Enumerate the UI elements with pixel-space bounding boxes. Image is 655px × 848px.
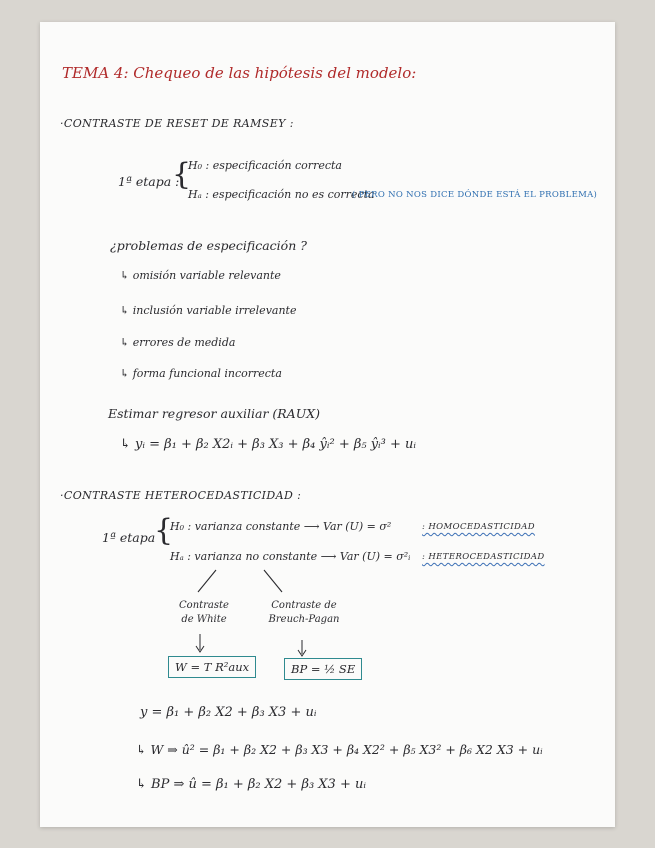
reset-ha: Hₐ : especificación no es correcta — [188, 188, 375, 201]
reset-heading: ·CONTRASTE DE RESET DE RAMSEY : — [60, 117, 294, 130]
reset-note: ( PERO NO NOS DICE DÓNDE ESTÁ EL PROBLEMA) — [352, 190, 598, 200]
hetero-stage-label: 1ª etapa — [102, 530, 156, 545]
branch-lines — [40, 22, 615, 827]
reset-brace: { — [172, 157, 192, 192]
base-equation: y = β₁ + β₂ X2 + β₃ X3 + uᵢ — [140, 705, 317, 720]
homoskedasticity-note: : HOMOCEDASTICIDAD — [422, 522, 535, 532]
reset-h0: H₀ : especificación correcta — [188, 159, 342, 172]
bp-statistic-box: BP = ½ SE — [284, 658, 362, 680]
bp-aux-equation: ↳ BP ⇒ û = β₁ + β₂ X2 + β₃ X3 + uᵢ — [136, 777, 366, 792]
white-statistic-box: W = T R²aux — [168, 656, 256, 678]
hetero-brace: { — [154, 513, 174, 548]
notebook-page — [40, 22, 615, 827]
reset-question: ¿problemas de especificación ? — [110, 238, 307, 253]
hetero-h0: H₀ : varianza constante ⟶ Var (U) = σ² — [170, 520, 392, 533]
problem-item: ↳ forma funcional incorrecta — [120, 367, 282, 380]
aux-regression-equation: ↳ yᵢ = β₁ + β₂ X2ᵢ + β₃ X₃ + β₄ ŷᵢ² + β₅ ŷᵢ³ + uᵢ — [120, 437, 417, 452]
white-aux-equation: ↳ W ⇒ û² = β₁ + β₂ X2 + β₃ X3 + β₄ X2² + β₅ X3² + β₆ X2 X3 + uᵢ — [136, 742, 543, 757]
problem-item: ↳ errores de medida — [120, 336, 236, 349]
problem-item: ↳ inclusión variable irrelevante — [120, 304, 297, 317]
aux-regression-label: Estimar regresor auxiliar (RAUX) — [108, 406, 321, 421]
problem-item: ↳ omisión variable relevante — [120, 269, 281, 282]
hetero-ha: Hₐ : varianza no constante ⟶ Var (U) = σ²ᵢ — [170, 550, 411, 563]
page-title: TEMA 4: Chequeo de las hipótesis del modelo: — [62, 64, 417, 82]
hetero-heading: ·CONTRASTE HETEROCEDASTICIDAD : — [60, 489, 302, 502]
reset-stage-label: 1ª etapa : — [118, 174, 180, 189]
heteroskedasticity-note: : HETEROCEDASTICIDAD — [422, 552, 545, 562]
breusch-pagan-label: Contraste de Breuch-Pagan — [268, 600, 340, 625]
white-test-label: Contraste de White — [179, 600, 229, 625]
